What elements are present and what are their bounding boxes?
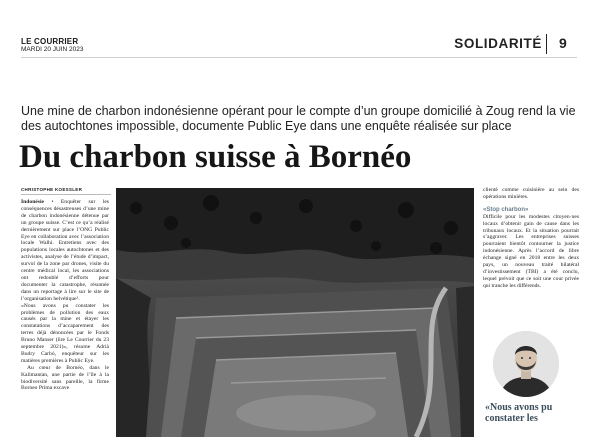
byline-rule — [21, 194, 111, 195]
section-label: SOLIDARITÉ — [454, 36, 542, 51]
paragraph: clientè comme cuisinière au sein des opérations minières. — [483, 187, 579, 200]
paragraph: «Nous avons pu constater les problèmes de pollution des eaux causés par la mine et étayer les constatations d’accaparement des terres déjà dénoncées par le Fonds Bruno Manser (lire Le Courrier du 23 septembre 2021)», résume Adrià Budry Carbó, enquêteur sur les matières premières à Public Eye. — [21, 302, 109, 364]
lead-word: Indonésie — [21, 199, 45, 205]
masthead — [21, 37, 84, 54]
issue-date: MARDI 20 JUIN 2023 — [21, 46, 84, 53]
page-number: 9 — [559, 35, 567, 51]
subheading: «Stop charbon» — [483, 206, 529, 213]
article-column-left — [21, 199, 109, 437]
mine-photo — [116, 188, 474, 437]
portrait-photo — [493, 331, 559, 397]
paper-name: LE COURRIER — [21, 37, 79, 46]
mine-photo-image — [116, 188, 474, 437]
article-headline: Du charbon suisse à Bornéo — [19, 139, 412, 175]
paragraph: Au cœur de Bornéo, dans le Kalimantan, une partie de l’île à la biodiversité sans pareille, la firme Borneo Prima excave — [21, 364, 109, 392]
portrait-image — [493, 331, 559, 397]
section-divider — [546, 34, 547, 54]
article-column-right — [483, 187, 579, 327]
article-kicker: Une mine de charbon indonésienne opérant pour le compte d’un groupe domicilié à Zoug rend la vie des autochtones impossible, documente Public Eye dans une enquête réalisée sur place — [21, 104, 576, 133]
paragraph: Difficile pour les modestes citoyen·nes locaux d’obtenir gain de cause dans les tribunaux locaux. Et la situation pourrait s’aggraver. Les entreprises suisses pourraient bientôt contourner la justice indonésienne. Après l’accord de libre échange signé en 2018 entre les deux pays, un nouveau traité bilatéral d’investissement (TBI) a été conclu, lequel prévoit que ce soit une cour privée qui tranche les différends. — [483, 213, 579, 289]
paragraph-text: Enquêter sur les conséquences désastreuses d’une mine de charbon indonésienne détenue par un groupe suisse. C’est ce qu’a réalisé dernièrement sur place l’ONG Public Eye en collaboration avec l’association locale Walhi. Entretiens avec des populations locales autochtones et des activistes, analyse de l’étude d’impact, survol de la zone par drones, visite du centre médical local, les associations ont redoublé d’efforts pour documenter la catastrophe, résumée dans un reportage à lire sur le site de l’organisation helvétique¹. — [21, 199, 109, 302]
pull-quote: «Nous avons pu constater les — [485, 402, 553, 424]
header-rule — [21, 57, 577, 58]
byline: CHRISTOPHE KOESSLER — [21, 187, 83, 192]
paragraph: Indonésie • Enquêter sur les conséquences désastreuses d’une mine de charbon indonésienne détenue par un groupe suisse. C’est ce qu’a réalisé dernièrement sur place l’ONG Public Eye en collaboration avec l’association locale Walhi. Entretiens avec des populations locales autochtones et des activistes, analyse de l’étude d’impact, survol de la zone par drones, visite du centre médical local, les associations ont redoublé d’efforts pour documenter la catastrophe, résumée dans un reportage à lire sur le site de l’organisation helvétique¹. — [21, 199, 109, 302]
